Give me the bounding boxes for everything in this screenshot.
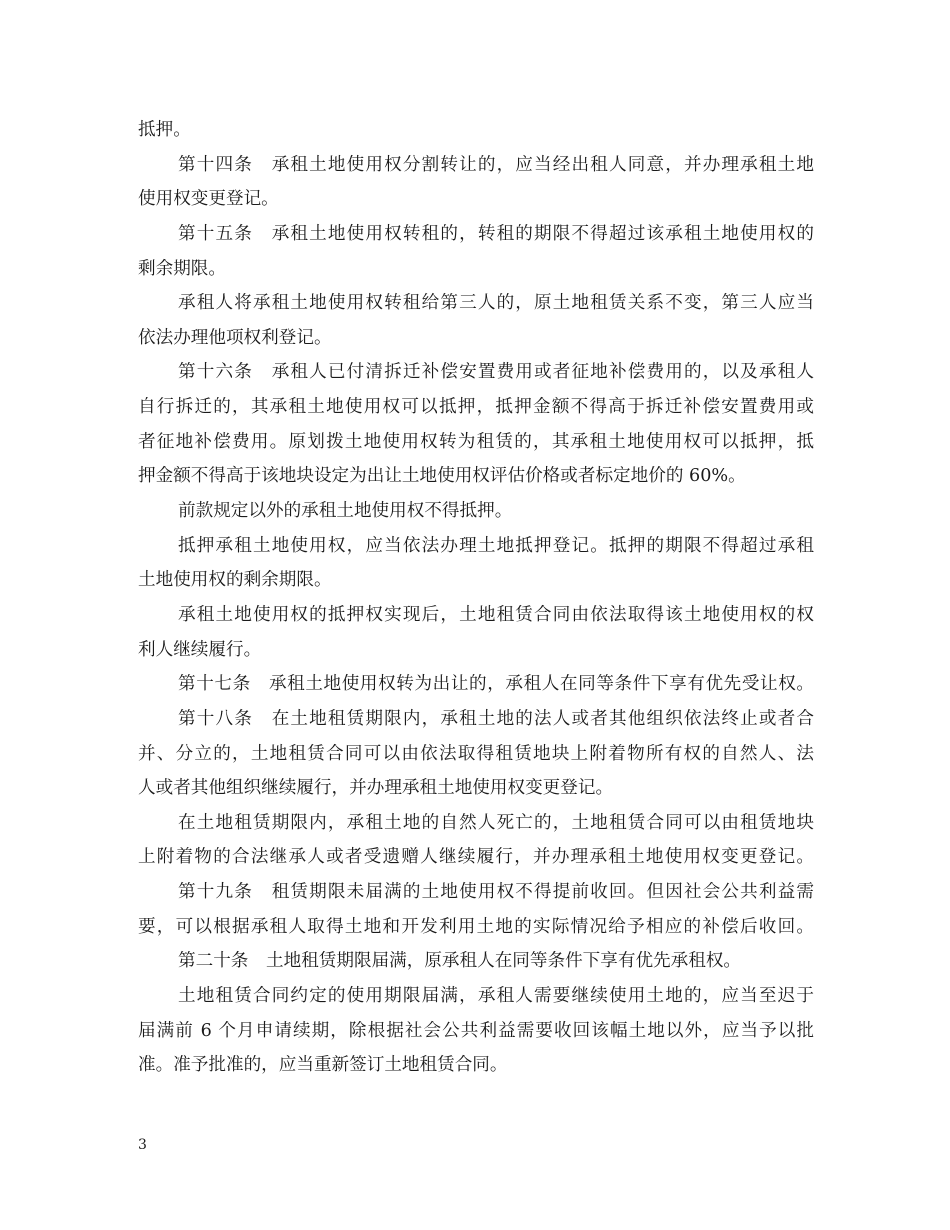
text-line: 要，可以根据承租人取得土地和开发利用土地的实际情况给予相应的补偿后收回。 xyxy=(138,916,814,937)
text-line: 押金额不得高于该地块设定为出让土地使用权评估价格或者标定地价的 60%。 xyxy=(138,466,746,487)
text-line: 土地租赁合同约定的使用期限届满，承租人需要继续使用土地的，应当至迟于 xyxy=(178,986,814,1007)
text-line: 上附着物的合法继承人或者受遗赠人继续履行，并办理承租土地使用权变更登记。 xyxy=(138,847,814,868)
text-line: 届满前 6 个月申请续期，除根据社会公共利益需要收回该幅土地以外，应当予以批 xyxy=(138,1020,814,1041)
text-line: 前款规定以外的承租土地使用权不得抵押。 xyxy=(178,501,513,522)
text-line: 承租土地使用权的抵押权实现后，土地租赁合同由依法取得该土地使用权的权 xyxy=(178,604,814,625)
text-line: 第十五条 承租土地使用权转租的，转租的期限不得超过该承租土地使用权的 xyxy=(178,223,814,244)
text-line: 第十四条 承租土地使用权分割转让的，应当经出租人同意，并办理承租土地 xyxy=(178,154,814,175)
text-line: 第十六条 承租人已付清拆迁补偿安置费用或者征地补偿费用的，以及承租人 xyxy=(178,362,814,383)
text-line: 第十八条 在土地租赁期限内，承租土地的法人或者其他组织依法终止或者合 xyxy=(178,708,814,729)
text-line: 第二十条 土地租赁期限届满，原承租人在同等条件下享有优先承租权。 xyxy=(178,951,742,972)
text-line: 者征地补偿费用。原划拨土地使用权转为租赁的，其承租土地使用权可以抵押，抵 xyxy=(138,431,814,452)
page-number: 3 xyxy=(138,1137,147,1153)
text-line: 承租人将承租土地使用权转租给第三人的，原土地租赁关系不变，第三人应当 xyxy=(178,293,814,314)
text-line: 第十七条 承租土地使用权转为出让的，承租人在同等条件下享有优先受让权。 xyxy=(178,674,814,695)
text-line: 剩余期限。 xyxy=(138,258,226,279)
text-line: 抵押。 xyxy=(138,120,191,140)
document-body xyxy=(138,113,814,1083)
text-line: 抵押承租土地使用权，应当依法办理土地抵押登记。抵押的期限不得超过承租 xyxy=(178,535,814,556)
text-line: 土地使用权的剩余期限。 xyxy=(138,570,332,591)
text-line: 使用权变更登记。 xyxy=(138,189,279,210)
text-line: 自行拆迁的，其承租土地使用权可以抵押，抵押金额不得高于拆迁补偿安置费用或 xyxy=(138,397,814,418)
text-line: 准。准予批准的，应当重新签订土地租赁合同。 xyxy=(138,1055,508,1076)
text-line: 并、分立的，土地租赁合同可以由依法取得租赁地块上附着物所有权的自然人、法 xyxy=(138,743,814,764)
text-line: 依法办理他项权利登记。 xyxy=(138,327,332,348)
text-line: 在土地租赁期限内，承租土地的自然人死亡的，土地租赁合同可以由租赁地块 xyxy=(178,812,814,833)
text-line: 利人继续履行。 xyxy=(138,639,262,660)
text-line: 第十九条 租赁期限未届满的土地使用权不得提前收回。但因社会公共利益需 xyxy=(178,882,814,903)
text-line: 人或者其他组织继续履行，并办理承租土地使用权变更登记。 xyxy=(138,778,614,799)
